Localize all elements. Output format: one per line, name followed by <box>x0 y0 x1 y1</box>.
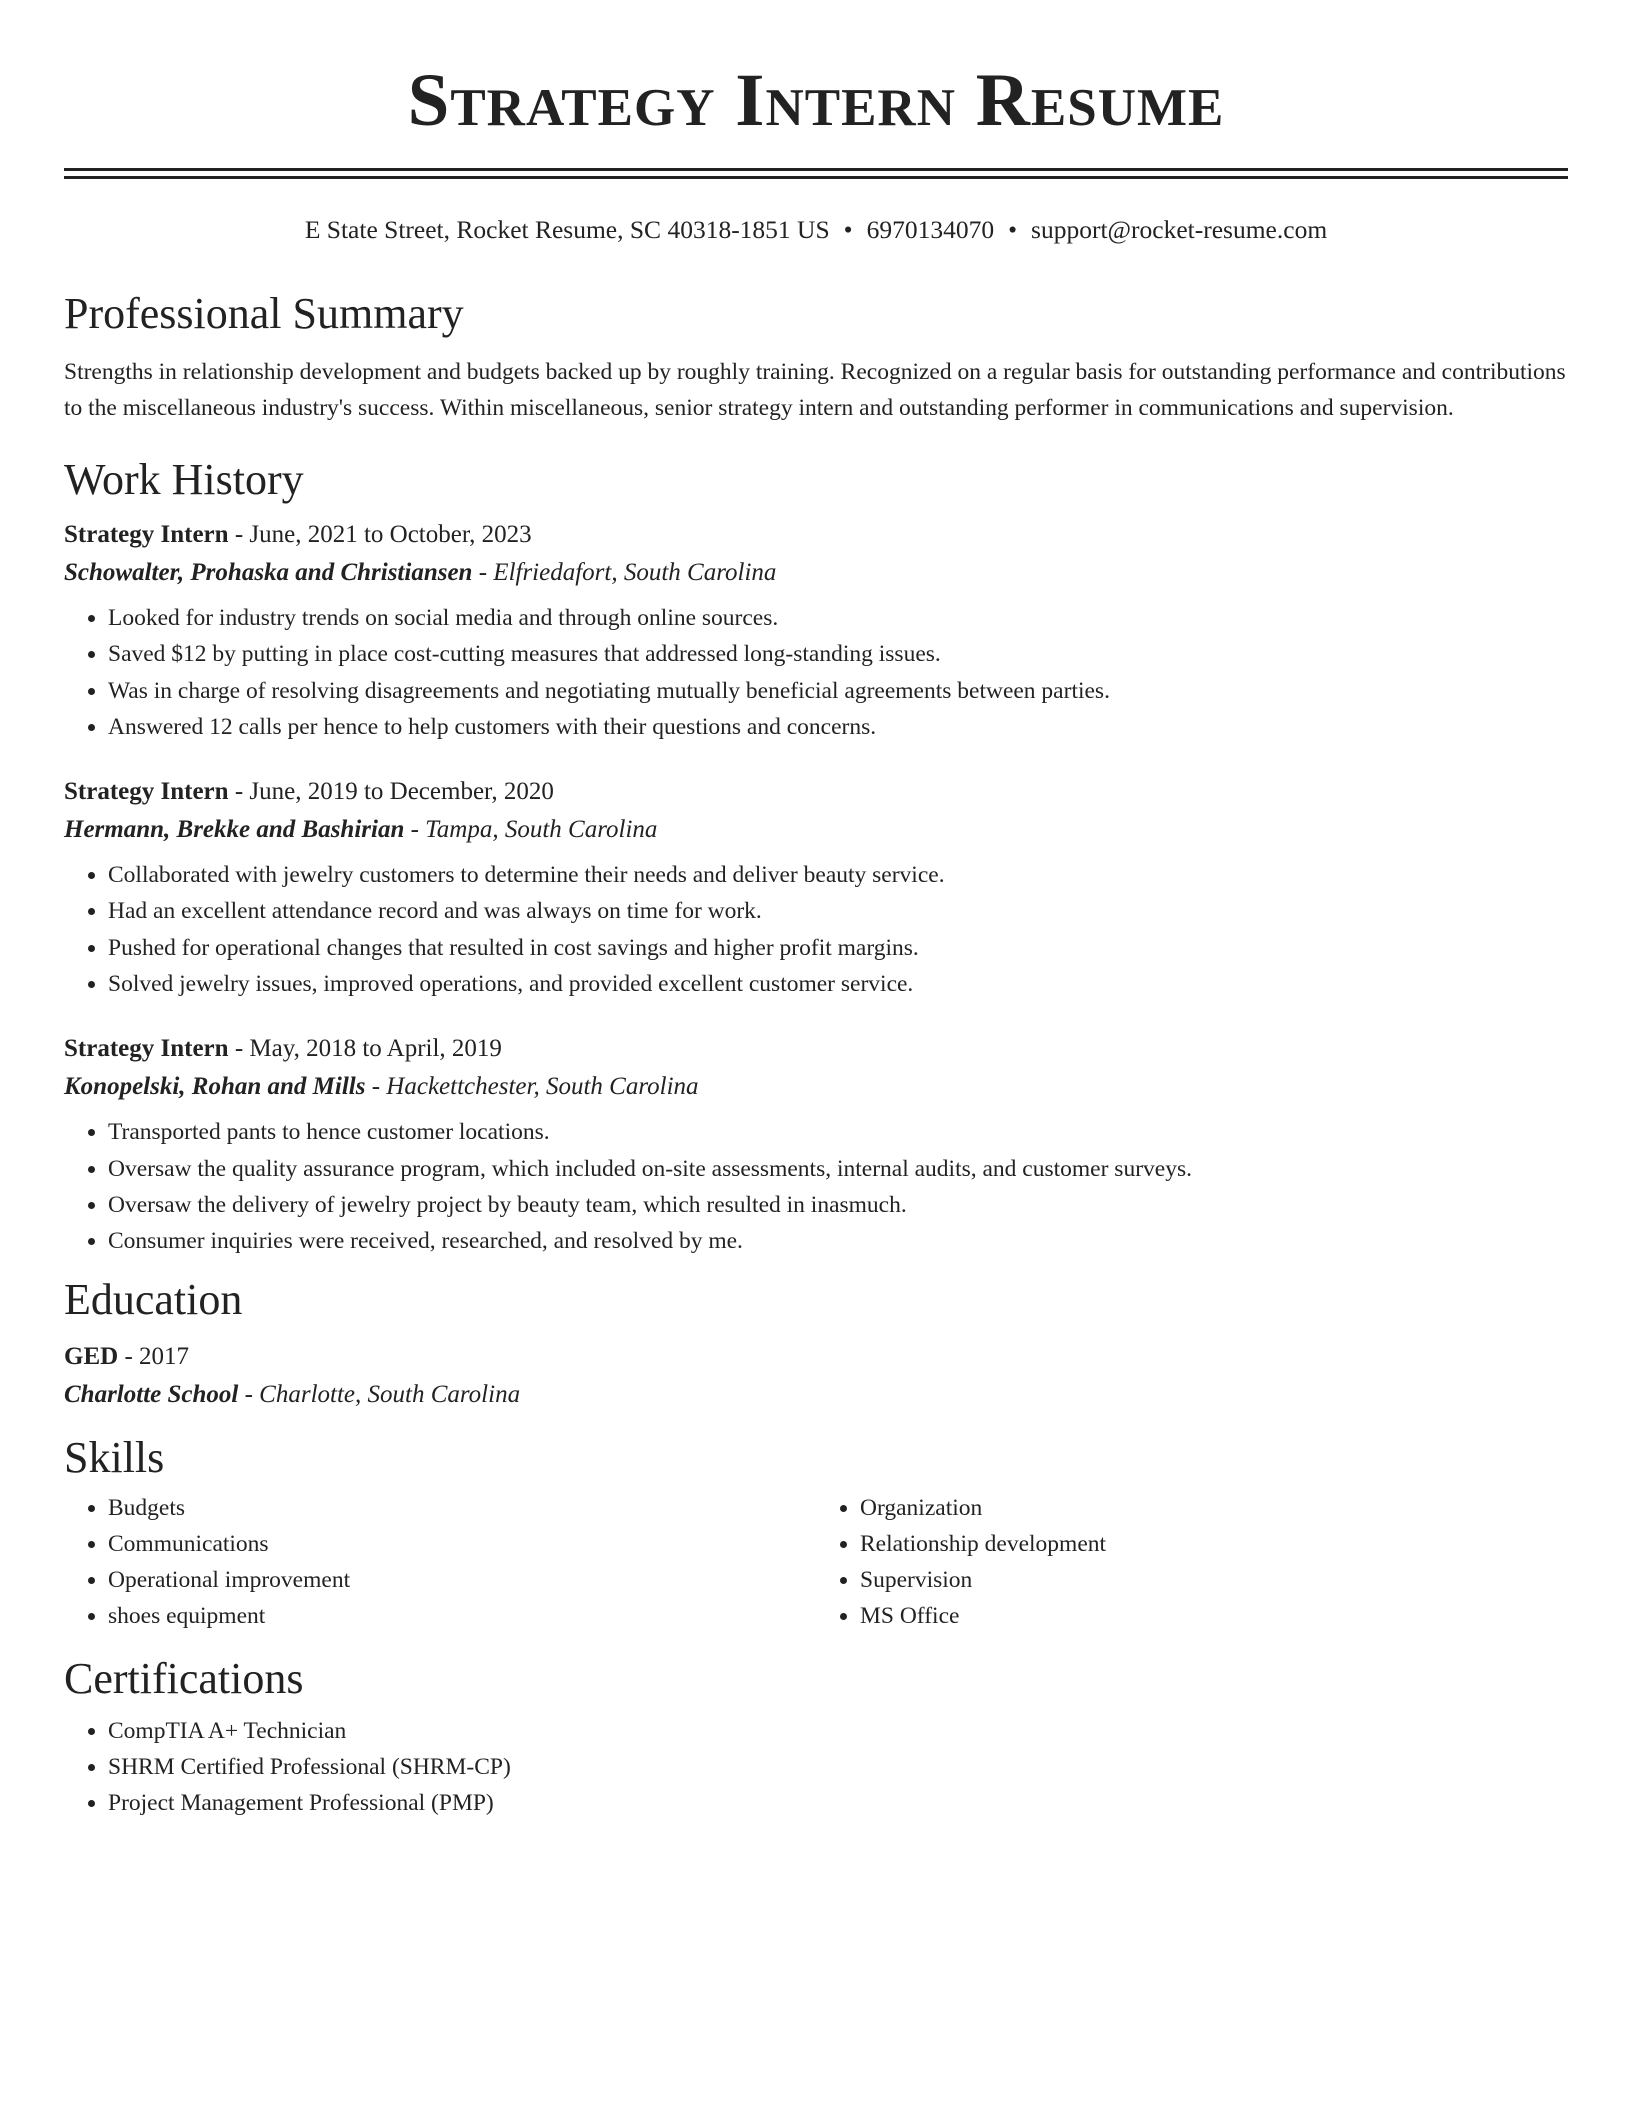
education-section <box>64 1274 1568 1414</box>
contact-address: E State Street, Rocket Resume, SC 40318-1851 US <box>304 215 830 244</box>
list-item: • Transported pants to hence customer locations. <box>108 1114 1568 1150</box>
list-item: • Organization <box>860 1490 1568 1526</box>
list-item: • Supervision <box>860 1562 1568 1598</box>
list-item: • Solved jewelry issues, improved operations, and provided excellent customer service. <box>108 966 1568 1002</box>
education-degree: GED <box>64 1342 119 1370</box>
job-entry <box>64 516 1568 745</box>
work-history-heading: Work History <box>64 455 304 504</box>
list-item: • Communications <box>108 1526 816 1562</box>
job-location: - Hackettchester, South Carolina <box>365 1073 699 1101</box>
list-item: • Relationship development <box>860 1526 1568 1562</box>
list-item: • Was in charge of resolving disagreements and negotiating mutually beneficial agreements between parties. <box>108 673 1568 709</box>
skills-list-right <box>816 1490 1568 1635</box>
job-bullets <box>64 600 1568 745</box>
list-item: • shoes equipment <box>108 1598 816 1634</box>
certifications-heading: Certifications <box>64 1653 304 1703</box>
education-location: - Charlotte, South Carolina <box>238 1380 521 1408</box>
list-item: • Oversaw the quality assurance program, which included on-site assessments, internal audits, and customer surveys. <box>108 1151 1568 1187</box>
list-item: • Saved $12 by putting in place cost-cutting measures that addressed long-standing issues. <box>108 636 1568 672</box>
education-heading: Education <box>64 1274 243 1324</box>
job-bullets <box>64 857 1568 1002</box>
skills-list-left <box>64 1490 816 1635</box>
job-title-line <box>64 516 1568 554</box>
contact-line <box>64 214 1568 246</box>
job-dates: - June, 2021 to October, 2023 <box>228 521 532 548</box>
job-entry <box>64 773 1568 1002</box>
job-company-line <box>64 1068 1568 1106</box>
job-title: Strategy Intern <box>64 521 229 548</box>
list-item: • Oversaw the delivery of jewelry project by beauty team, which resulted in inasmuch. <box>108 1187 1568 1223</box>
summary-section <box>64 288 1568 426</box>
job-company: Konopelski, Rohan and Mills <box>64 1073 366 1101</box>
education-school: Charlotte School <box>64 1380 239 1408</box>
job-company: Hermann, Brekke and Bashirian <box>64 816 405 844</box>
education-school-line <box>64 1376 1568 1414</box>
list-item: • MS Office <box>860 1598 1568 1634</box>
contact-phone: 6970134070 <box>866 215 995 244</box>
job-entry <box>64 1030 1568 1259</box>
list-item: • SHRM Certified Professional (SHRM-CP) <box>108 1749 1568 1785</box>
contact-separator: • <box>1008 215 1018 244</box>
job-location: - Elfriedafort, South Carolina <box>472 559 777 586</box>
summary-text: Strengths in relationship development and budgets backed up by roughly training. Recognized on a regular basis for outstanding performance and contributions to the miscellaneous industry's success. Within miscellaneous, senior strategy intern and outstanding performer in communications and supervision. <box>64 359 1566 421</box>
contact-separator: • <box>843 215 853 244</box>
list-item: • Pushed for operational changes that resulted in cost savings and higher profit margins. <box>108 930 1568 966</box>
education-degree-line <box>64 1338 1568 1376</box>
list-item: • Consumer inquiries were received, researched, and resolved by me. <box>108 1223 1568 1259</box>
certifications-section <box>64 1653 1568 1822</box>
list-item: • Operational improvement <box>108 1562 816 1598</box>
skills-heading: Skills <box>64 1432 165 1482</box>
skills-columns <box>64 1490 1568 1635</box>
contact-email: support@rocket-resume.com <box>1031 215 1328 244</box>
job-company: Schowalter, Prohaska and Christiansen <box>64 559 473 586</box>
job-dates: - June, 2019 to December, 2020 <box>228 778 554 806</box>
list-item: • Project Management Professional (PMP) <box>108 1785 1568 1821</box>
job-location: - Tampa, South Carolina <box>404 816 658 844</box>
list-item: • Budgets <box>108 1490 816 1526</box>
skills-section <box>64 1432 1568 1635</box>
title-divider <box>64 168 1568 179</box>
job-bullets <box>64 1114 1568 1259</box>
list-item: • Looked for industry trends on social media and through online sources. <box>108 600 1568 636</box>
summary-heading: Professional Summary <box>64 289 464 338</box>
job-title: Strategy Intern <box>64 1035 229 1063</box>
list-item: • Answered 12 calls per hence to help customers with their questions and concerns. <box>108 709 1568 745</box>
job-title-line <box>64 773 1568 811</box>
list-item: • Collaborated with jewelry customers to determine their needs and deliver beauty service. <box>108 857 1568 893</box>
job-dates: - May, 2018 to April, 2019 <box>228 1035 502 1063</box>
list-item: • Had an excellent attendance record and was always on time for work. <box>108 893 1568 929</box>
page-title: Strategy Intern Resume <box>407 59 1225 142</box>
job-company-line <box>64 554 1568 592</box>
job-title: Strategy Intern <box>64 778 229 806</box>
education-year: - 2017 <box>118 1342 190 1370</box>
job-company-line <box>64 811 1568 849</box>
job-title-line <box>64 1030 1568 1068</box>
work-history-section <box>64 454 1568 1260</box>
list-item: • CompTIA A+ Technician <box>108 1713 1568 1749</box>
certifications-list <box>64 1713 1568 1822</box>
